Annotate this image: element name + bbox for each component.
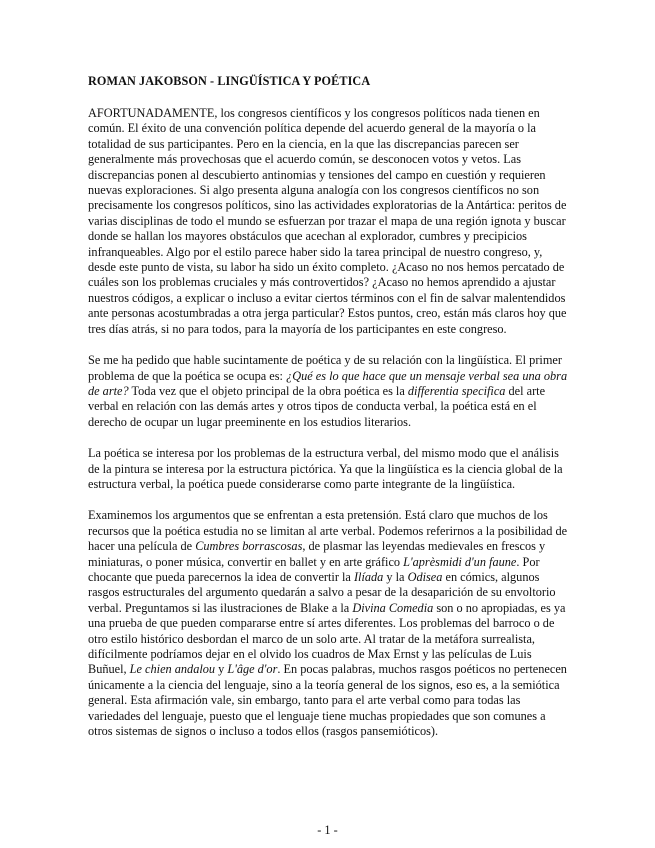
paragraph-text: Se me ha pedido que hable sucintamente de poética y de su relación con la lingüística. El primer problema de que la poética se ocupa es: — [88, 353, 562, 383]
italic-text: L'âge d'or — [227, 662, 278, 677]
paragraph-text: son o no apropiadas, es ya una prueba de que pueden compararse entre sí artes diferentes. Los problemas del barroco o de otro estilo histórico desbordan el marco de un solo arte. Al tratar de la metáfora surrealista, difícilmente podríamos dejar en el olvido los cuadros de Max Ernst y las películas de Luis Buñuel, — [88, 600, 566, 677]
paragraph-text: y — [215, 662, 228, 677]
body-paragraph — [88, 446, 571, 492]
italic-text: Odisea — [407, 569, 443, 584]
body-paragraph — [88, 353, 571, 430]
paragraph-text: La poética se interesa por los problemas de la estructura verbal, del mismo modo que el análisis de la pintura se interesa por la estructura pictórica. Ya que la lingüística es la ciencia global de la estructura verbal, la poética puede considerarse como parte integrante de la lingüística. — [88, 446, 563, 491]
paragraph-text: , de plasmar las leyendas medievales en frescos y miniaturas, o poner música, convertir en ballet y en arte gráfico — [88, 539, 546, 569]
paragraph-text: Examinemos los argumentos que se enfrentan a esta pretensión. Está claro que muchos de los recursos que la poética estudia no se limitan al arte verbal. Podemos referirnos a la posibilidad de hacer una película de — [88, 508, 568, 554]
document-body — [88, 74, 571, 755]
italic-text: Ilíada — [353, 569, 384, 584]
paragraph-text: . Por chocante que pueda parecernos la idea de convertir la — [88, 554, 540, 584]
paragraph-text: en cómics, algunos rasgos estructurales del argumento quedarán a salvo a pesar de la desaparición de su envoltorio verbal. Preguntamos si las ilustraciones de Blake a la — [88, 569, 556, 615]
italic-text: differentia specifica — [407, 383, 506, 398]
body-paragraph — [88, 508, 571, 739]
page-number: - 1 - — [317, 823, 338, 837]
italic-text: ¿Qué es lo que hace que un mensaje verbal sea una obra de arte? — [88, 368, 568, 398]
paragraph-text: AFORTUNADAMENTE, los congresos científicos y los congresos políticos nada tienen en común. El éxito de una convención política depende del acuerdo general de la mayoría o la totalidad de sus participantes. Pero en la ciencia, en la que las discrepancias parecen ser generalmente más provechosas que el acuerdo común, se desconocen votos y vetos. Las discrepancias ponen al descubierto antinomias y tensiones del campo en cuestión y requieren nuevas exploraciones. Si algo presenta alguna analogía con los congresos científicos no son precisamente los congresos políticos, sino las actividades exploratorias de la Antártica: peritos de varias disciplinas de todo el mundo se esfuerzan por trazar el mapa de una región ignota y buscar donde se hallan los mayores obstáculos que acechan al explorador, cumbres y precipicios infranqueables. Algo por el estilo parece haber sido la tarea principal de nuestro congreso, y, desde este punto de vista, su labor ha sido un éxito completo. ¿Acaso no nos hemos percatado de cuáles son los problemas cruciales y más controvertidos? ¿Acaso no hemos aprendido a ajustar nuestros códigos, a explicar o incluso a evitar ciertos términos con el fin de salvar malentendidos ante personas acostumbradas a otra jerga particular? Estos puntos, creo, están más claros hoy que tres días atrás, si no para todos, para la mayoría de los participantes en este congreso. — [88, 106, 567, 336]
paragraph-text: . En pocas palabras, muchos rasgos poéticos no pertenecen únicamente a la ciencia del lenguaje, sino a la teoría general de los signos, eso es, a la semiótica general. Esta afirmación vale, sin embargo, tanto para el arte verbal como para todas las variedades del lenguaje, puesto que el lenguaje tiene muchas propiedades que son comunes a otros sistemas de signos o incluso a todos ellos (rasgos pansemióticos). — [88, 662, 567, 739]
italic-text: Divina Comedia — [352, 600, 434, 615]
paragraph-text: del arte verbal en relación con las demás artes y otros tipos de conducta verbal, la poética está en el derecho de ocupar un lugar preeminente en los estudios literarios. — [88, 383, 546, 429]
italic-text: Cumbres borrascosas — [195, 539, 303, 554]
paragraph-text: Toda vez que el objeto principal de la obra poética es la — [128, 383, 408, 398]
document-title: ROMAN JAKOBSON - LINGÜÍSTICA Y POÉTICA — [88, 74, 371, 88]
paragraph-container — [88, 106, 571, 739]
italic-text: L'aprèsmidi d'un faune — [403, 554, 517, 569]
italic-text: Le chien andalou — [129, 662, 216, 677]
paragraph-text: y la — [383, 569, 408, 584]
body-paragraph — [88, 106, 571, 337]
